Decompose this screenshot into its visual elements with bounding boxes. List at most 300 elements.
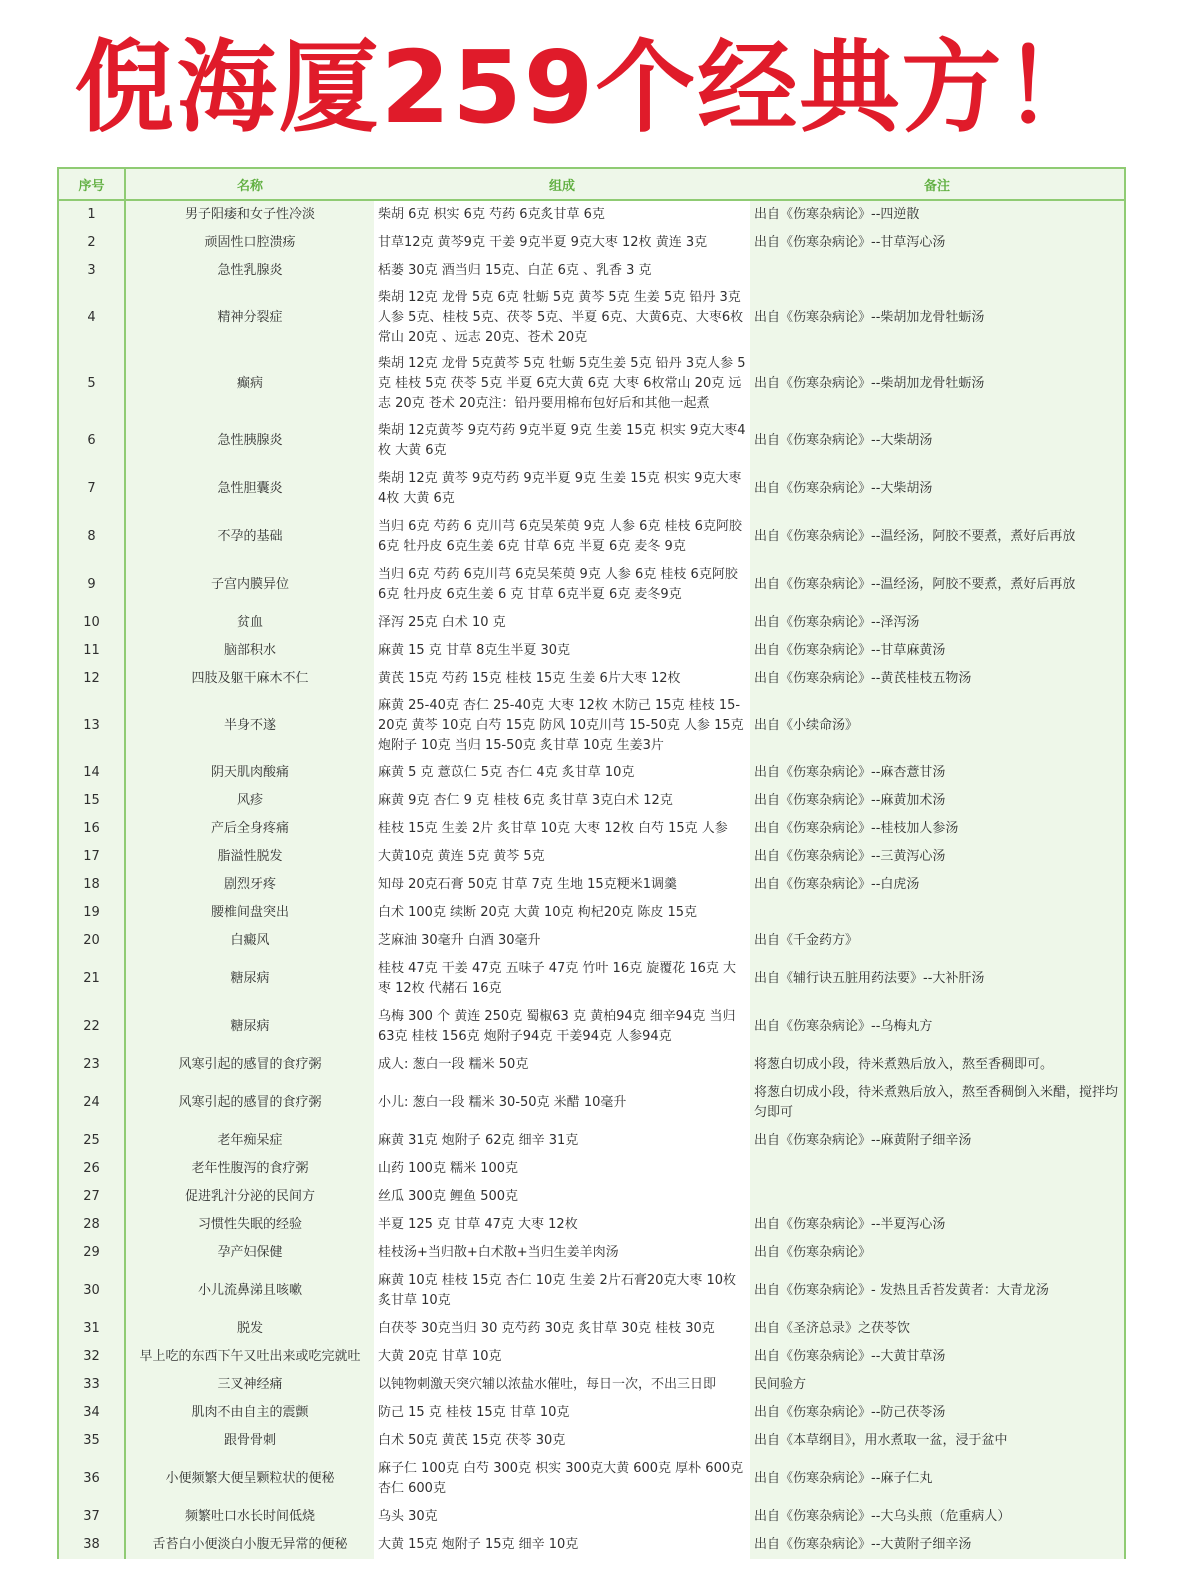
table-row xyxy=(59,229,1124,257)
row-note: 出自《伤寒杂病论》--泽泻汤 xyxy=(754,615,920,630)
row-index-cell xyxy=(59,285,125,351)
row-index-cell xyxy=(59,1427,125,1455)
row-formula: 桂枝汤+当归散+白术散+当归生姜羊肉汤 xyxy=(378,1245,619,1260)
row-name-cell xyxy=(125,1399,374,1427)
row-formula: 麻黄 10克 桂枝 15克 杏仁 10克 生姜 2片石膏20克大枣 10枚 炙甘草 10克 xyxy=(378,1273,737,1308)
row-formula: 桂枝 47克 干姜 47克 五味子 47克 竹叶 16克 旋覆花 16克 大枣 12枚 代赭石 16克 xyxy=(378,961,737,996)
row-note-cell xyxy=(750,465,1124,513)
table-row xyxy=(59,417,1124,465)
row-formula: 知母 20克石膏 50克 甘草 7克 生地 15克粳米1调羹 xyxy=(378,877,677,892)
row-name-cell xyxy=(125,871,374,899)
row-formula-cell xyxy=(374,815,750,843)
row-name-cell xyxy=(125,1239,374,1267)
table-header-row xyxy=(59,169,1124,200)
row-name: 风寒引起的感冒的食疗粥 xyxy=(178,1095,322,1110)
table-row xyxy=(59,1427,1124,1455)
row-name: 阴天肌肉酸痛 xyxy=(210,765,289,780)
table-row xyxy=(59,285,1124,351)
row-note: 出自《伤寒杂病论》--大乌头煎（危重病人） xyxy=(754,1509,1011,1524)
header-formula: 组成 xyxy=(374,169,750,200)
row-index: 33 xyxy=(83,1377,100,1392)
row-name: 腰椎间盘突出 xyxy=(210,905,289,920)
row-index: 6 xyxy=(87,433,96,448)
row-name: 急性乳腺炎 xyxy=(217,263,283,278)
row-note-cell xyxy=(750,200,1124,229)
row-note-cell xyxy=(750,609,1124,637)
row-index-cell xyxy=(59,1127,125,1155)
row-index: 17 xyxy=(83,849,100,864)
row-name: 糖尿病 xyxy=(230,1019,270,1034)
row-note-cell xyxy=(750,1127,1124,1155)
row-name: 四肢及躯干麻木不仁 xyxy=(191,671,309,686)
row-index-cell xyxy=(59,1051,125,1079)
row-formula: 柴胡 12克黄芩 9克芍药 9克半夏 9克 生姜 15克 枳实 9克大枣4枚 大黄 6克 xyxy=(378,423,746,458)
row-formula: 麻黄 15 克 甘草 8克生半夏 30克 xyxy=(378,643,571,658)
row-note-cell xyxy=(750,1503,1124,1531)
row-name-cell xyxy=(125,561,374,609)
row-note: 将葱白切成小段，待米煮熟后放入，熬至香稠倒入米醋，搅拌均匀即可 xyxy=(754,1085,1119,1120)
row-note-cell xyxy=(750,759,1124,787)
row-note-cell xyxy=(750,229,1124,257)
page-title: 倪海厦259个经典方！ xyxy=(74,29,1106,146)
row-index-cell xyxy=(59,1155,125,1183)
row-note-cell xyxy=(750,257,1124,285)
row-name-cell xyxy=(125,1371,374,1399)
row-formula-cell xyxy=(374,1183,750,1211)
row-index-cell xyxy=(59,899,125,927)
row-note-cell xyxy=(750,665,1124,693)
row-name-cell xyxy=(125,229,374,257)
row-formula: 成人: 葱白一段 糯米 50克 xyxy=(378,1057,529,1072)
row-name-cell xyxy=(125,1531,374,1559)
row-index: 31 xyxy=(83,1321,100,1336)
row-index: 12 xyxy=(83,671,100,686)
row-formula-cell xyxy=(374,693,750,759)
row-name-cell xyxy=(125,1183,374,1211)
row-formula: 芝麻油 30毫升 白酒 30毫升 xyxy=(378,933,541,948)
row-name-cell xyxy=(125,1455,374,1503)
row-formula-cell xyxy=(374,351,750,417)
row-index: 5 xyxy=(87,376,96,391)
row-index-cell xyxy=(59,1371,125,1399)
row-name-cell xyxy=(125,417,374,465)
row-note: 出自《辅行诀五脏用药法要》--大补肝汤 xyxy=(754,971,985,986)
row-index: 30 xyxy=(83,1283,100,1298)
row-name-cell xyxy=(125,609,374,637)
row-note-cell xyxy=(750,417,1124,465)
table-row xyxy=(59,561,1124,609)
row-note-cell xyxy=(750,1399,1124,1427)
row-formula: 白术 50克 黄芪 15克 茯苓 30克 xyxy=(378,1433,566,1448)
row-note: 出自《伤寒杂病论》--温经汤，阿胶不要煮，煮好后再放 xyxy=(754,529,1076,544)
table-row xyxy=(59,1003,1124,1051)
row-index: 28 xyxy=(83,1217,100,1232)
row-name: 急性胰腺炎 xyxy=(217,433,283,448)
row-note-cell xyxy=(750,927,1124,955)
row-note: 出自《伤寒杂病论》--麻黄附子细辛汤 xyxy=(754,1133,972,1148)
row-formula-cell xyxy=(374,955,750,1003)
row-formula: 麻黄 9克 杏仁 9 克 桂枝 6克 炙甘草 3克白术 12克 xyxy=(378,793,673,808)
row-note-cell xyxy=(750,1155,1124,1183)
row-index-cell xyxy=(59,1267,125,1315)
row-index: 32 xyxy=(83,1349,100,1364)
row-index-cell xyxy=(59,665,125,693)
row-index-cell xyxy=(59,200,125,229)
row-index-cell xyxy=(59,927,125,955)
row-note: 民间验方 xyxy=(754,1377,807,1392)
table-row xyxy=(59,1079,1124,1127)
row-name-cell xyxy=(125,1003,374,1051)
row-formula-cell xyxy=(374,1155,750,1183)
row-name-cell xyxy=(125,1079,374,1127)
row-index: 36 xyxy=(83,1471,100,1486)
row-name: 子宫内膜异位 xyxy=(210,577,289,592)
row-formula-cell xyxy=(374,1315,750,1343)
row-index: 34 xyxy=(83,1405,100,1420)
row-index-cell xyxy=(59,787,125,815)
row-formula-cell xyxy=(374,1267,750,1315)
row-index-cell xyxy=(59,1211,125,1239)
row-note: 出自《伤寒杂病论》--温经汤，阿胶不要煮，煮好后再放 xyxy=(754,577,1076,592)
row-name: 半身不遂 xyxy=(223,718,276,733)
row-name: 老年性腹泻的食疗粥 xyxy=(191,1161,309,1176)
row-note-cell xyxy=(750,955,1124,1003)
row-formula: 乌梅 300 个 黄连 250克 蜀椒63 克 黄柏94克 细辛94克 当归63克 桂枝 156克 炮附子94克 干姜94克 人参94克 xyxy=(378,1009,736,1044)
row-note-cell xyxy=(750,1239,1124,1267)
row-note: 出自《伤寒杂病论》--大柴胡汤 xyxy=(754,433,933,448)
row-index-cell xyxy=(59,1003,125,1051)
table-row xyxy=(59,637,1124,665)
table-row xyxy=(59,927,1124,955)
table-row xyxy=(59,1239,1124,1267)
row-index-cell xyxy=(59,1079,125,1127)
row-index: 15 xyxy=(83,793,100,808)
row-formula-cell xyxy=(374,257,750,285)
row-formula-cell xyxy=(374,1051,750,1079)
row-name-cell xyxy=(125,351,374,417)
row-formula: 麻黄 31克 炮附子 62克 细辛 31克 xyxy=(378,1133,579,1148)
row-name-cell xyxy=(125,815,374,843)
table-row xyxy=(59,693,1124,759)
row-formula: 丝瓜 300克 鲤鱼 500克 xyxy=(378,1189,519,1204)
row-formula-cell xyxy=(374,417,750,465)
row-index: 1 xyxy=(87,207,96,222)
row-name: 顽固性口腔溃疡 xyxy=(204,235,296,250)
row-formula-cell xyxy=(374,1503,750,1531)
row-formula: 柴胡 6克 枳实 6克 芍药 6克炙甘草 6克 xyxy=(378,207,605,222)
row-name: 风寒引起的感冒的食疗粥 xyxy=(178,1057,322,1072)
row-note-cell xyxy=(750,1079,1124,1127)
row-name: 白癜风 xyxy=(230,933,270,948)
row-index: 13 xyxy=(83,718,100,733)
row-index: 37 xyxy=(83,1509,100,1524)
row-note-cell xyxy=(750,1315,1124,1343)
row-formula-cell xyxy=(374,609,750,637)
table-row xyxy=(59,1531,1124,1559)
row-name-cell xyxy=(125,637,374,665)
row-index-cell xyxy=(59,955,125,1003)
row-formula-cell xyxy=(374,1239,750,1267)
row-formula: 麻黄 5 克 薏苡仁 5克 杏仁 4克 炙甘草 10克 xyxy=(378,765,635,780)
row-index-cell xyxy=(59,871,125,899)
row-name-cell xyxy=(125,759,374,787)
row-note-cell xyxy=(750,1051,1124,1079)
row-index-cell xyxy=(59,609,125,637)
row-formula: 半夏 125 克 甘草 47克 大枣 12枚 xyxy=(378,1217,578,1232)
row-note: 出自《伤寒杂病论》--甘草麻黄汤 xyxy=(754,643,946,658)
table-row xyxy=(59,815,1124,843)
row-note: 出自《圣济总录》之茯苓饮 xyxy=(754,1321,911,1336)
table-row xyxy=(59,351,1124,417)
row-formula-cell xyxy=(374,899,750,927)
row-formula-cell xyxy=(374,927,750,955)
row-name: 贫血 xyxy=(236,615,263,630)
row-formula-cell xyxy=(374,1127,750,1155)
row-name-cell xyxy=(125,1315,374,1343)
row-note: 出自《伤寒杂病论》--防己茯苓汤 xyxy=(754,1405,946,1420)
row-name-cell xyxy=(125,465,374,513)
row-name: 小儿流鼻涕且咳嗽 xyxy=(197,1283,302,1298)
row-note: 出自《伤寒杂病论》--柴胡加龙骨牡蛎汤 xyxy=(754,310,985,325)
row-note: 出自《千金药方》 xyxy=(754,933,859,948)
row-name: 三叉神经痛 xyxy=(217,1377,283,1392)
row-formula-cell xyxy=(374,1003,750,1051)
row-index: 8 xyxy=(87,529,96,544)
row-formula: 黄芪 15克 芍药 15克 桂枝 15克 生姜 6片大枣 12枚 xyxy=(378,671,681,686)
formula-table xyxy=(57,167,1126,1559)
row-name-cell xyxy=(125,285,374,351)
row-note: 出自《本草纲目》，用水煮取一盆，浸于盆中 xyxy=(754,1433,1008,1448)
row-formula-cell xyxy=(374,787,750,815)
row-name: 脱发 xyxy=(236,1321,263,1336)
row-formula: 栝蒌 30克 酒当归 15克、白芷 6克 、乳香 3 克 xyxy=(378,263,652,278)
row-formula: 麻子仁 100克 白芍 300克 枳实 300克大黄 600克 厚朴 600克 杏仁 600克 xyxy=(378,1461,744,1496)
row-name: 癫病 xyxy=(236,376,263,391)
row-name: 精神分裂症 xyxy=(217,310,283,325)
row-name-cell xyxy=(125,513,374,561)
row-formula-cell xyxy=(374,1079,750,1127)
table-row xyxy=(59,609,1124,637)
row-index: 38 xyxy=(83,1537,100,1552)
row-formula-cell xyxy=(374,871,750,899)
row-index: 21 xyxy=(83,971,100,986)
row-formula: 山药 100克 糯米 100克 xyxy=(378,1161,519,1176)
row-name: 频繁吐口水长时间低烧 xyxy=(184,1509,315,1524)
row-name-cell xyxy=(125,1503,374,1531)
row-index-cell xyxy=(59,1503,125,1531)
row-index: 24 xyxy=(83,1095,100,1110)
row-index: 22 xyxy=(83,1019,100,1034)
row-formula: 白茯苓 30克当归 30 克芍药 30克 炙甘草 30克 桂枝 30克 xyxy=(378,1321,715,1336)
row-name: 跟骨骨刺 xyxy=(223,1433,276,1448)
row-note: 出自《伤寒杂病论》--甘草泻心汤 xyxy=(754,235,946,250)
row-note: 出自《伤寒杂病论》--白虎汤 xyxy=(754,877,920,892)
row-formula-cell xyxy=(374,1399,750,1427)
row-formula: 麻黄 25-40克 杏仁 25-40克 大枣 12枚 木防己 15克 桂枝 15-20克 黄芩 10克 白芍 15克 防风 10克川芎 15-50克 人参 15克 炮附子 10克 当归 15-50克 炙甘草 10克 生姜3片 xyxy=(378,698,744,753)
row-formula-cell xyxy=(374,465,750,513)
table-row xyxy=(59,257,1124,285)
row-note: 出自《伤寒杂病论》--乌梅丸方 xyxy=(754,1019,933,1034)
row-name: 小便频繁大便呈颗粒状的便秘 xyxy=(165,1471,335,1486)
table-row xyxy=(59,1155,1124,1183)
row-formula-cell xyxy=(374,843,750,871)
row-formula: 以钝物刺激天突穴辅以浓盐水催吐，每日一次，不出三日即 xyxy=(378,1377,717,1392)
row-name-cell xyxy=(125,787,374,815)
row-formula: 大黄10克 黄连 5克 黄芩 5克 xyxy=(378,849,545,864)
row-index-cell xyxy=(59,229,125,257)
row-index: 26 xyxy=(83,1161,100,1176)
row-note-cell xyxy=(750,787,1124,815)
row-name: 舌苔白小便淡白小腹无异常的便秘 xyxy=(152,1537,348,1552)
row-formula: 小儿: 葱白一段 糯米 30-50克 米醋 10毫升 xyxy=(378,1095,627,1110)
row-formula-cell xyxy=(374,759,750,787)
row-formula-cell xyxy=(374,665,750,693)
row-index: 27 xyxy=(83,1189,100,1204)
row-note: 出自《伤寒杂病论》--三黄泻心汤 xyxy=(754,849,946,864)
row-index-cell xyxy=(59,1399,125,1427)
row-index-cell xyxy=(59,1531,125,1559)
table-row xyxy=(59,1127,1124,1155)
row-note-cell xyxy=(750,637,1124,665)
row-formula: 白术 100克 续断 20克 大黄 10克 枸杞20克 陈皮 15克 xyxy=(378,905,698,920)
row-name-cell xyxy=(125,1051,374,1079)
row-name-cell xyxy=(125,843,374,871)
row-name: 急性胆囊炎 xyxy=(217,481,283,496)
row-index: 14 xyxy=(83,765,100,780)
row-index: 35 xyxy=(83,1433,100,1448)
row-note-cell xyxy=(750,561,1124,609)
row-name-cell xyxy=(125,1127,374,1155)
row-formula: 乌头 30克 xyxy=(378,1509,438,1524)
row-note-cell xyxy=(750,843,1124,871)
row-formula: 当归 6克 芍药 6 克川芎 6克吴茱萸 9克 人参 6克 桂枝 6克阿胶 6克 牡丹皮 6克生姜 6克 甘草 6克 半夏 6克 麦冬 9克 xyxy=(378,519,742,554)
table-row xyxy=(59,759,1124,787)
row-index: 7 xyxy=(87,481,96,496)
table-row xyxy=(59,513,1124,561)
row-note-cell xyxy=(750,1183,1124,1211)
row-index: 20 xyxy=(83,933,100,948)
row-index: 9 xyxy=(87,577,96,592)
row-index-cell xyxy=(59,465,125,513)
row-name: 老年痴呆症 xyxy=(217,1133,283,1148)
row-formula: 柴胡 12克 龙骨 5克 6克 牡蛎 5克 黄芩 5克 生姜 5克 铅丹 3克人参 5克、桂枝 5克、茯苓 5克、半夏 6克、大黄6克、大枣6枚 常山 20克 、远志 20克、苍术 20克 xyxy=(378,290,744,345)
header-note: 备注 xyxy=(750,169,1124,200)
row-name: 风疹 xyxy=(236,793,263,808)
row-name-cell xyxy=(125,257,374,285)
row-index-cell xyxy=(59,759,125,787)
row-formula-cell xyxy=(374,285,750,351)
row-formula: 泽泻 25克 白术 10 克 xyxy=(378,615,506,630)
row-note: 出自《伤寒杂病论》--半夏泻心汤 xyxy=(754,1217,946,1232)
row-note: 出自《伤寒杂病论》--四逆散 xyxy=(754,207,920,222)
row-name-cell xyxy=(125,955,374,1003)
row-note-cell xyxy=(750,693,1124,759)
row-name: 促进乳汁分泌的民间方 xyxy=(184,1189,315,1204)
row-note-cell xyxy=(750,513,1124,561)
row-index-cell xyxy=(59,693,125,759)
table-row xyxy=(59,843,1124,871)
row-name: 脑部积水 xyxy=(223,643,276,658)
row-name: 早上吃的东西下午又吐出来或吃完就吐 xyxy=(139,1349,361,1364)
row-index: 25 xyxy=(83,1133,100,1148)
table-row xyxy=(59,1267,1124,1315)
table-row xyxy=(59,871,1124,899)
row-note-cell xyxy=(750,815,1124,843)
row-index: 19 xyxy=(83,905,100,920)
header-name: 名称 xyxy=(125,169,374,200)
row-note-cell xyxy=(750,285,1124,351)
table-row xyxy=(59,899,1124,927)
row-note: 出自《伤寒杂病论》--黄芪桂枝五物汤 xyxy=(754,671,972,686)
row-note-cell xyxy=(750,1211,1124,1239)
row-name: 男子阳痿和女子性冷淡 xyxy=(184,207,315,222)
row-name: 产后全身疼痛 xyxy=(210,821,289,836)
row-note-cell xyxy=(750,1531,1124,1559)
row-name: 习惯性失眠的经验 xyxy=(197,1217,302,1232)
row-note: 出自《伤寒杂病论》--桂枝加人参汤 xyxy=(754,821,959,836)
row-formula-cell xyxy=(374,513,750,561)
row-note-cell xyxy=(750,351,1124,417)
row-note: 出自《伤寒杂病论》--柴胡加龙骨牡蛎汤 xyxy=(754,376,985,391)
row-index: 29 xyxy=(83,1245,100,1260)
row-note: 出自《伤寒杂病论》--大黄甘草汤 xyxy=(754,1349,946,1364)
row-formula: 防己 15 克 桂枝 15克 甘草 10克 xyxy=(378,1405,570,1420)
row-note-cell xyxy=(750,871,1124,899)
row-formula-cell xyxy=(374,1343,750,1371)
row-index-cell xyxy=(59,257,125,285)
row-formula-cell xyxy=(374,561,750,609)
row-formula: 柴胡 12克 黄芩 9克芍药 9克半夏 9克 生姜 15克 枳实 9克大枣 4枚 大黄 6克 xyxy=(378,471,742,506)
row-index: 10 xyxy=(83,615,100,630)
table-row xyxy=(59,1371,1124,1399)
row-formula-cell xyxy=(374,229,750,257)
row-formula-cell xyxy=(374,637,750,665)
row-name-cell xyxy=(125,1267,374,1315)
row-note-cell xyxy=(750,1455,1124,1503)
table-row xyxy=(59,955,1124,1003)
row-index-cell xyxy=(59,637,125,665)
row-index-cell xyxy=(59,1239,125,1267)
row-note-cell xyxy=(750,1371,1124,1399)
row-note-cell xyxy=(750,899,1124,927)
table-row xyxy=(59,1343,1124,1371)
table-row xyxy=(59,665,1124,693)
row-name-cell xyxy=(125,665,374,693)
row-formula-cell xyxy=(374,1427,750,1455)
row-formula: 大黄 20克 甘草 10克 xyxy=(378,1349,502,1364)
row-name-cell xyxy=(125,1155,374,1183)
row-note: 出自《伤寒杂病论》--大黄附子细辛汤 xyxy=(754,1537,972,1552)
row-note: 出自《伤寒杂病论》 xyxy=(754,1245,872,1260)
row-name-cell xyxy=(125,1343,374,1371)
row-formula: 当归 6克 芍药 6克川芎 6克吴茱萸 9克 人参 6克 桂枝 6克阿胶 6克 牡丹皮 6克生姜 6 克 甘草 6克半夏 6克 麦冬9克 xyxy=(378,567,738,602)
row-index: 23 xyxy=(83,1057,100,1072)
table-row xyxy=(59,1455,1124,1503)
row-index-cell xyxy=(59,815,125,843)
row-note-cell xyxy=(750,1343,1124,1371)
row-note: 出自《伤寒杂病论》--麻子仁丸 xyxy=(754,1471,933,1486)
row-index: 11 xyxy=(83,643,100,658)
row-note: 出自《伤寒杂病论》--麻杏薏甘汤 xyxy=(754,765,946,780)
row-index-cell xyxy=(59,1343,125,1371)
row-index-cell xyxy=(59,1183,125,1211)
row-note: 出自《小续命汤》 xyxy=(754,718,859,733)
row-index-cell xyxy=(59,351,125,417)
row-note-cell xyxy=(750,1267,1124,1315)
row-formula: 桂枝 15克 生姜 2片 炙甘草 10克 大枣 12枚 白芍 15克 人参 xyxy=(378,821,728,836)
row-index: 3 xyxy=(87,263,96,278)
header-index: 序号 xyxy=(59,169,125,200)
